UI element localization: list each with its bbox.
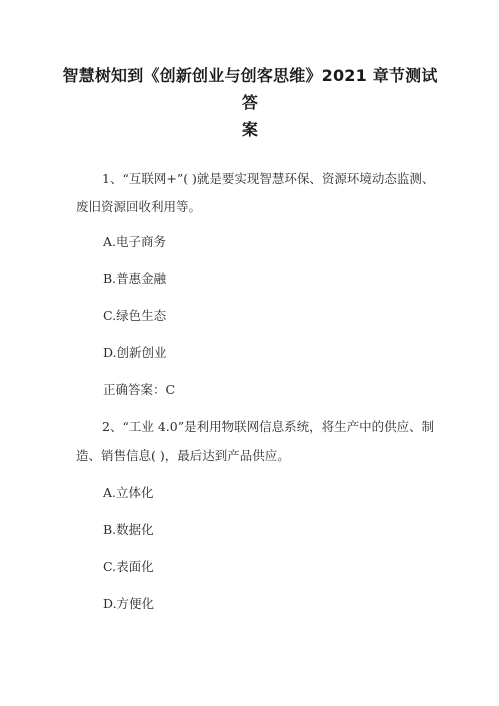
title-line-2: 案 [241,120,259,139]
question-1-option-a: A.电子商务 [103,234,167,249]
question-1-stem-line-2: 废旧资源回收利用等。 [76,199,202,214]
question-1-option-d: D.创新创业 [103,345,167,360]
question-1-stem-line-1: 1、“互联网+”( )就是要实现智慧环保、资源环境动态监测、 [102,171,435,186]
question-2-option-c: C.表面化 [103,559,154,574]
question-1-option-c: C.绿色生态 [103,308,167,323]
question-2-option-b: B.数据化 [103,522,154,537]
title-line-1: 智慧树知到《创新创业与创客思维》2021 章节测试答 [62,66,438,112]
document-title [60,62,440,143]
question-2-stem-line-1: 2、“工业 4.0”是利用物联网信息系统，将生产中的供应、制 [102,419,435,434]
question-2-stem-line-2: 造、销售信息( )，最后达到产品供应。 [76,448,290,463]
question-1-answer: 正确答案：C [103,382,176,397]
question-2-option-d: D.方便化 [103,596,155,611]
question-1-option-b: B.普惠金融 [103,271,167,286]
question-2-option-a: A.立体化 [103,485,154,500]
